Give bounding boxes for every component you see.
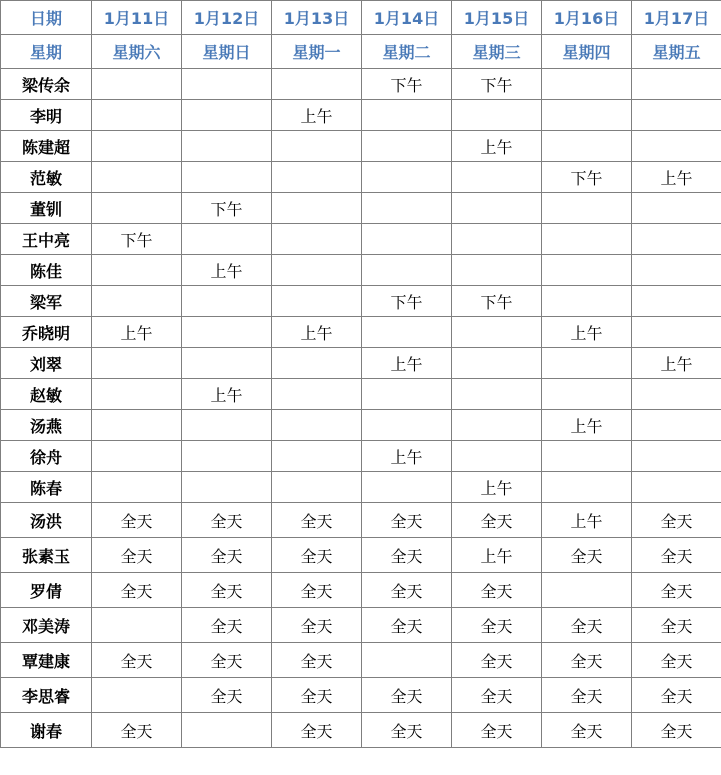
- shift-cell: [92, 678, 182, 713]
- person-name-cell: 罗倩: [1, 573, 92, 608]
- shift-cell: [542, 224, 632, 255]
- shift-cell: 下午: [362, 69, 452, 100]
- schedule-row: [1, 379, 721, 410]
- shift-cell: [452, 224, 542, 255]
- shift-cell: [362, 100, 452, 131]
- schedule-row: [1, 410, 721, 441]
- person-name-cell: 乔晓明: [1, 317, 92, 348]
- shift-cell: [542, 69, 632, 100]
- shift-cell: [452, 255, 542, 286]
- schedule-row: [1, 441, 721, 472]
- shift-cell: [92, 193, 182, 224]
- shift-cell: [92, 255, 182, 286]
- schedule-row: [1, 713, 721, 748]
- shift-cell: 上午: [362, 348, 452, 379]
- shift-cell: [542, 379, 632, 410]
- schedule-row: [1, 131, 721, 162]
- date-header-row: [1, 1, 721, 35]
- shift-cell: [632, 472, 721, 503]
- shift-cell: [632, 286, 721, 317]
- person-name-cell: 王中亮: [1, 224, 92, 255]
- person-name-cell: 徐舟: [1, 441, 92, 472]
- date-header-cell: 1月11日: [92, 1, 182, 35]
- shift-cell: [92, 608, 182, 643]
- shift-cell: [362, 255, 452, 286]
- shift-cell: [452, 410, 542, 441]
- shift-cell: 全天: [362, 678, 452, 713]
- shift-cell: 全天: [542, 678, 632, 713]
- shift-cell: [272, 379, 362, 410]
- shift-cell: [92, 379, 182, 410]
- shift-cell: [632, 441, 721, 472]
- shift-cell: [362, 643, 452, 678]
- shift-cell: 全天: [182, 573, 272, 608]
- shift-cell: [362, 472, 452, 503]
- shift-cell: [542, 573, 632, 608]
- shift-cell: 全天: [272, 503, 362, 538]
- shift-cell: [452, 100, 542, 131]
- shift-cell: 上午: [452, 131, 542, 162]
- shift-cell: 下午: [542, 162, 632, 193]
- schedule-row: [1, 472, 721, 503]
- shift-cell: 全天: [272, 713, 362, 748]
- shift-cell: [182, 224, 272, 255]
- schedule-body: [1, 1, 721, 748]
- shift-cell: 全天: [632, 678, 721, 713]
- schedule-row: [1, 317, 721, 348]
- shift-cell: [542, 100, 632, 131]
- shift-cell: [92, 472, 182, 503]
- schedule-row: [1, 538, 721, 573]
- shift-cell: 全天: [362, 713, 452, 748]
- shift-cell: 全天: [182, 503, 272, 538]
- shift-cell: 全天: [272, 573, 362, 608]
- schedule-row: [1, 162, 721, 193]
- person-name-cell: 邓美涛: [1, 608, 92, 643]
- shift-cell: 全天: [632, 573, 721, 608]
- shift-cell: [632, 69, 721, 100]
- schedule-row: [1, 69, 721, 100]
- person-name-cell: 赵敏: [1, 379, 92, 410]
- shift-cell: 全天: [92, 538, 182, 573]
- shift-cell: 全天: [542, 643, 632, 678]
- shift-cell: [542, 286, 632, 317]
- shift-cell: [92, 69, 182, 100]
- corner-weekday-label: 星期: [1, 35, 92, 69]
- shift-cell: [272, 224, 362, 255]
- shift-cell: [182, 441, 272, 472]
- schedule-row: [1, 286, 721, 317]
- shift-cell: 全天: [92, 643, 182, 678]
- shift-cell: [272, 348, 362, 379]
- shift-cell: 上午: [452, 538, 542, 573]
- date-header-cell: 1月16日: [542, 1, 632, 35]
- shift-cell: [182, 69, 272, 100]
- date-header-cell: 1月13日: [272, 1, 362, 35]
- shift-cell: [362, 224, 452, 255]
- shift-cell: [632, 224, 721, 255]
- schedule-row: [1, 224, 721, 255]
- person-name-cell: 李明: [1, 100, 92, 131]
- shift-cell: [632, 131, 721, 162]
- weekday-header-cell: 星期二: [362, 35, 452, 69]
- shift-cell: [272, 441, 362, 472]
- shift-cell: [632, 255, 721, 286]
- person-name-cell: 汤洪: [1, 503, 92, 538]
- schedule-row: [1, 678, 721, 713]
- shift-cell: [542, 472, 632, 503]
- shift-cell: [362, 410, 452, 441]
- shift-cell: [452, 162, 542, 193]
- schedule-row: [1, 255, 721, 286]
- shift-cell: 全天: [182, 608, 272, 643]
- shift-cell: 全天: [542, 538, 632, 573]
- weekday-header-row: [1, 35, 721, 69]
- date-header-cell: 1月12日: [182, 1, 272, 35]
- shift-cell: [272, 69, 362, 100]
- shift-cell: 全天: [182, 678, 272, 713]
- weekday-header-cell: 星期一: [272, 35, 362, 69]
- shift-cell: 全天: [542, 608, 632, 643]
- date-header-cell: 1月15日: [452, 1, 542, 35]
- shift-cell: [182, 713, 272, 748]
- shift-cell: [92, 286, 182, 317]
- shift-cell: [542, 255, 632, 286]
- shift-cell: [92, 441, 182, 472]
- schedule-row: [1, 193, 721, 224]
- shift-cell: [452, 379, 542, 410]
- person-name-cell: 汤燕: [1, 410, 92, 441]
- shift-cell: [182, 317, 272, 348]
- shift-cell: 上午: [362, 441, 452, 472]
- shift-cell: [542, 441, 632, 472]
- shift-cell: [452, 441, 542, 472]
- shift-cell: 全天: [92, 503, 182, 538]
- shift-cell: [542, 193, 632, 224]
- shift-cell: [452, 193, 542, 224]
- shift-cell: 全天: [272, 608, 362, 643]
- shift-cell: [542, 131, 632, 162]
- shift-cell: 全天: [542, 713, 632, 748]
- shift-cell: [92, 162, 182, 193]
- shift-cell: 全天: [452, 713, 542, 748]
- shift-cell: [452, 348, 542, 379]
- shift-cell: [92, 131, 182, 162]
- shift-cell: 全天: [632, 643, 721, 678]
- shift-cell: [272, 472, 362, 503]
- shift-cell: 全天: [452, 608, 542, 643]
- person-name-cell: 梁传余: [1, 69, 92, 100]
- shift-cell: [362, 193, 452, 224]
- person-name-cell: 董钏: [1, 193, 92, 224]
- shift-cell: 全天: [452, 573, 542, 608]
- shift-cell: 上午: [272, 100, 362, 131]
- schedule-row: [1, 643, 721, 678]
- weekday-header-cell: 星期三: [452, 35, 542, 69]
- date-header-cell: 1月17日: [632, 1, 721, 35]
- shift-cell: [632, 193, 721, 224]
- shift-cell: 下午: [182, 193, 272, 224]
- shift-cell: 全天: [362, 608, 452, 643]
- person-name-cell: 覃建康: [1, 643, 92, 678]
- shift-cell: 全天: [182, 643, 272, 678]
- weekday-header-cell: 星期四: [542, 35, 632, 69]
- person-name-cell: 陈佳: [1, 255, 92, 286]
- shift-cell: [272, 162, 362, 193]
- date-header-cell: 1月14日: [362, 1, 452, 35]
- shift-cell: 上午: [632, 162, 721, 193]
- person-name-cell: 张素玉: [1, 538, 92, 573]
- shift-cell: 上午: [542, 410, 632, 441]
- shift-cell: [632, 379, 721, 410]
- shift-cell: 全天: [362, 503, 452, 538]
- schedule-row: [1, 100, 721, 131]
- schedule-row: [1, 608, 721, 643]
- shift-cell: 上午: [542, 503, 632, 538]
- shift-cell: [92, 348, 182, 379]
- shift-cell: [542, 348, 632, 379]
- shift-cell: [362, 131, 452, 162]
- person-name-cell: 陈建超: [1, 131, 92, 162]
- shift-cell: 全天: [632, 713, 721, 748]
- shift-cell: 全天: [272, 538, 362, 573]
- shift-cell: 全天: [452, 503, 542, 538]
- person-name-cell: 梁军: [1, 286, 92, 317]
- shift-cell: [632, 100, 721, 131]
- shift-cell: 全天: [362, 573, 452, 608]
- person-name-cell: 范敏: [1, 162, 92, 193]
- shift-cell: 全天: [92, 573, 182, 608]
- shift-cell: [92, 100, 182, 131]
- shift-cell: 上午: [92, 317, 182, 348]
- shift-cell: [632, 317, 721, 348]
- shift-cell: [272, 410, 362, 441]
- shift-cell: [182, 410, 272, 441]
- weekday-header-cell: 星期日: [182, 35, 272, 69]
- shift-cell: [272, 255, 362, 286]
- shift-cell: [362, 317, 452, 348]
- shift-cell: [272, 286, 362, 317]
- schedule-row: [1, 573, 721, 608]
- schedule-row: [1, 348, 721, 379]
- shift-cell: 全天: [272, 643, 362, 678]
- shift-cell: 全天: [182, 538, 272, 573]
- shift-cell: [452, 317, 542, 348]
- shift-cell: 上午: [182, 379, 272, 410]
- shift-cell: 上午: [182, 255, 272, 286]
- shift-cell: [182, 131, 272, 162]
- shift-cell: [182, 162, 272, 193]
- shift-cell: [182, 348, 272, 379]
- shift-cell: 全天: [92, 713, 182, 748]
- shift-cell: 上午: [632, 348, 721, 379]
- shift-cell: 上午: [542, 317, 632, 348]
- weekday-header-cell: 星期五: [632, 35, 721, 69]
- shift-cell: [182, 472, 272, 503]
- shift-cell: 下午: [92, 224, 182, 255]
- shift-cell: 全天: [452, 678, 542, 713]
- person-name-cell: 谢春: [1, 713, 92, 748]
- shift-cell: [182, 286, 272, 317]
- corner-date-label: 日期: [1, 1, 92, 35]
- shift-cell: 下午: [452, 69, 542, 100]
- shift-cell: 下午: [362, 286, 452, 317]
- shift-cell: 上午: [452, 472, 542, 503]
- person-name-cell: 李思睿: [1, 678, 92, 713]
- schedule-row: [1, 503, 721, 538]
- shift-cell: 全天: [362, 538, 452, 573]
- shift-cell: [362, 379, 452, 410]
- shift-cell: [92, 410, 182, 441]
- weekday-header-cell: 星期六: [92, 35, 182, 69]
- person-name-cell: 刘翠: [1, 348, 92, 379]
- shift-cell: [182, 100, 272, 131]
- shift-cell: [632, 410, 721, 441]
- shift-cell: 全天: [452, 643, 542, 678]
- shift-cell: [272, 131, 362, 162]
- shift-cell: 下午: [452, 286, 542, 317]
- shift-cell: 全天: [272, 678, 362, 713]
- person-name-cell: 陈春: [1, 472, 92, 503]
- shift-cell: 全天: [632, 503, 721, 538]
- shift-cell: 上午: [272, 317, 362, 348]
- shift-cell: [362, 162, 452, 193]
- shift-cell: 全天: [632, 608, 721, 643]
- shift-cell: [272, 193, 362, 224]
- shift-cell: 全天: [632, 538, 721, 573]
